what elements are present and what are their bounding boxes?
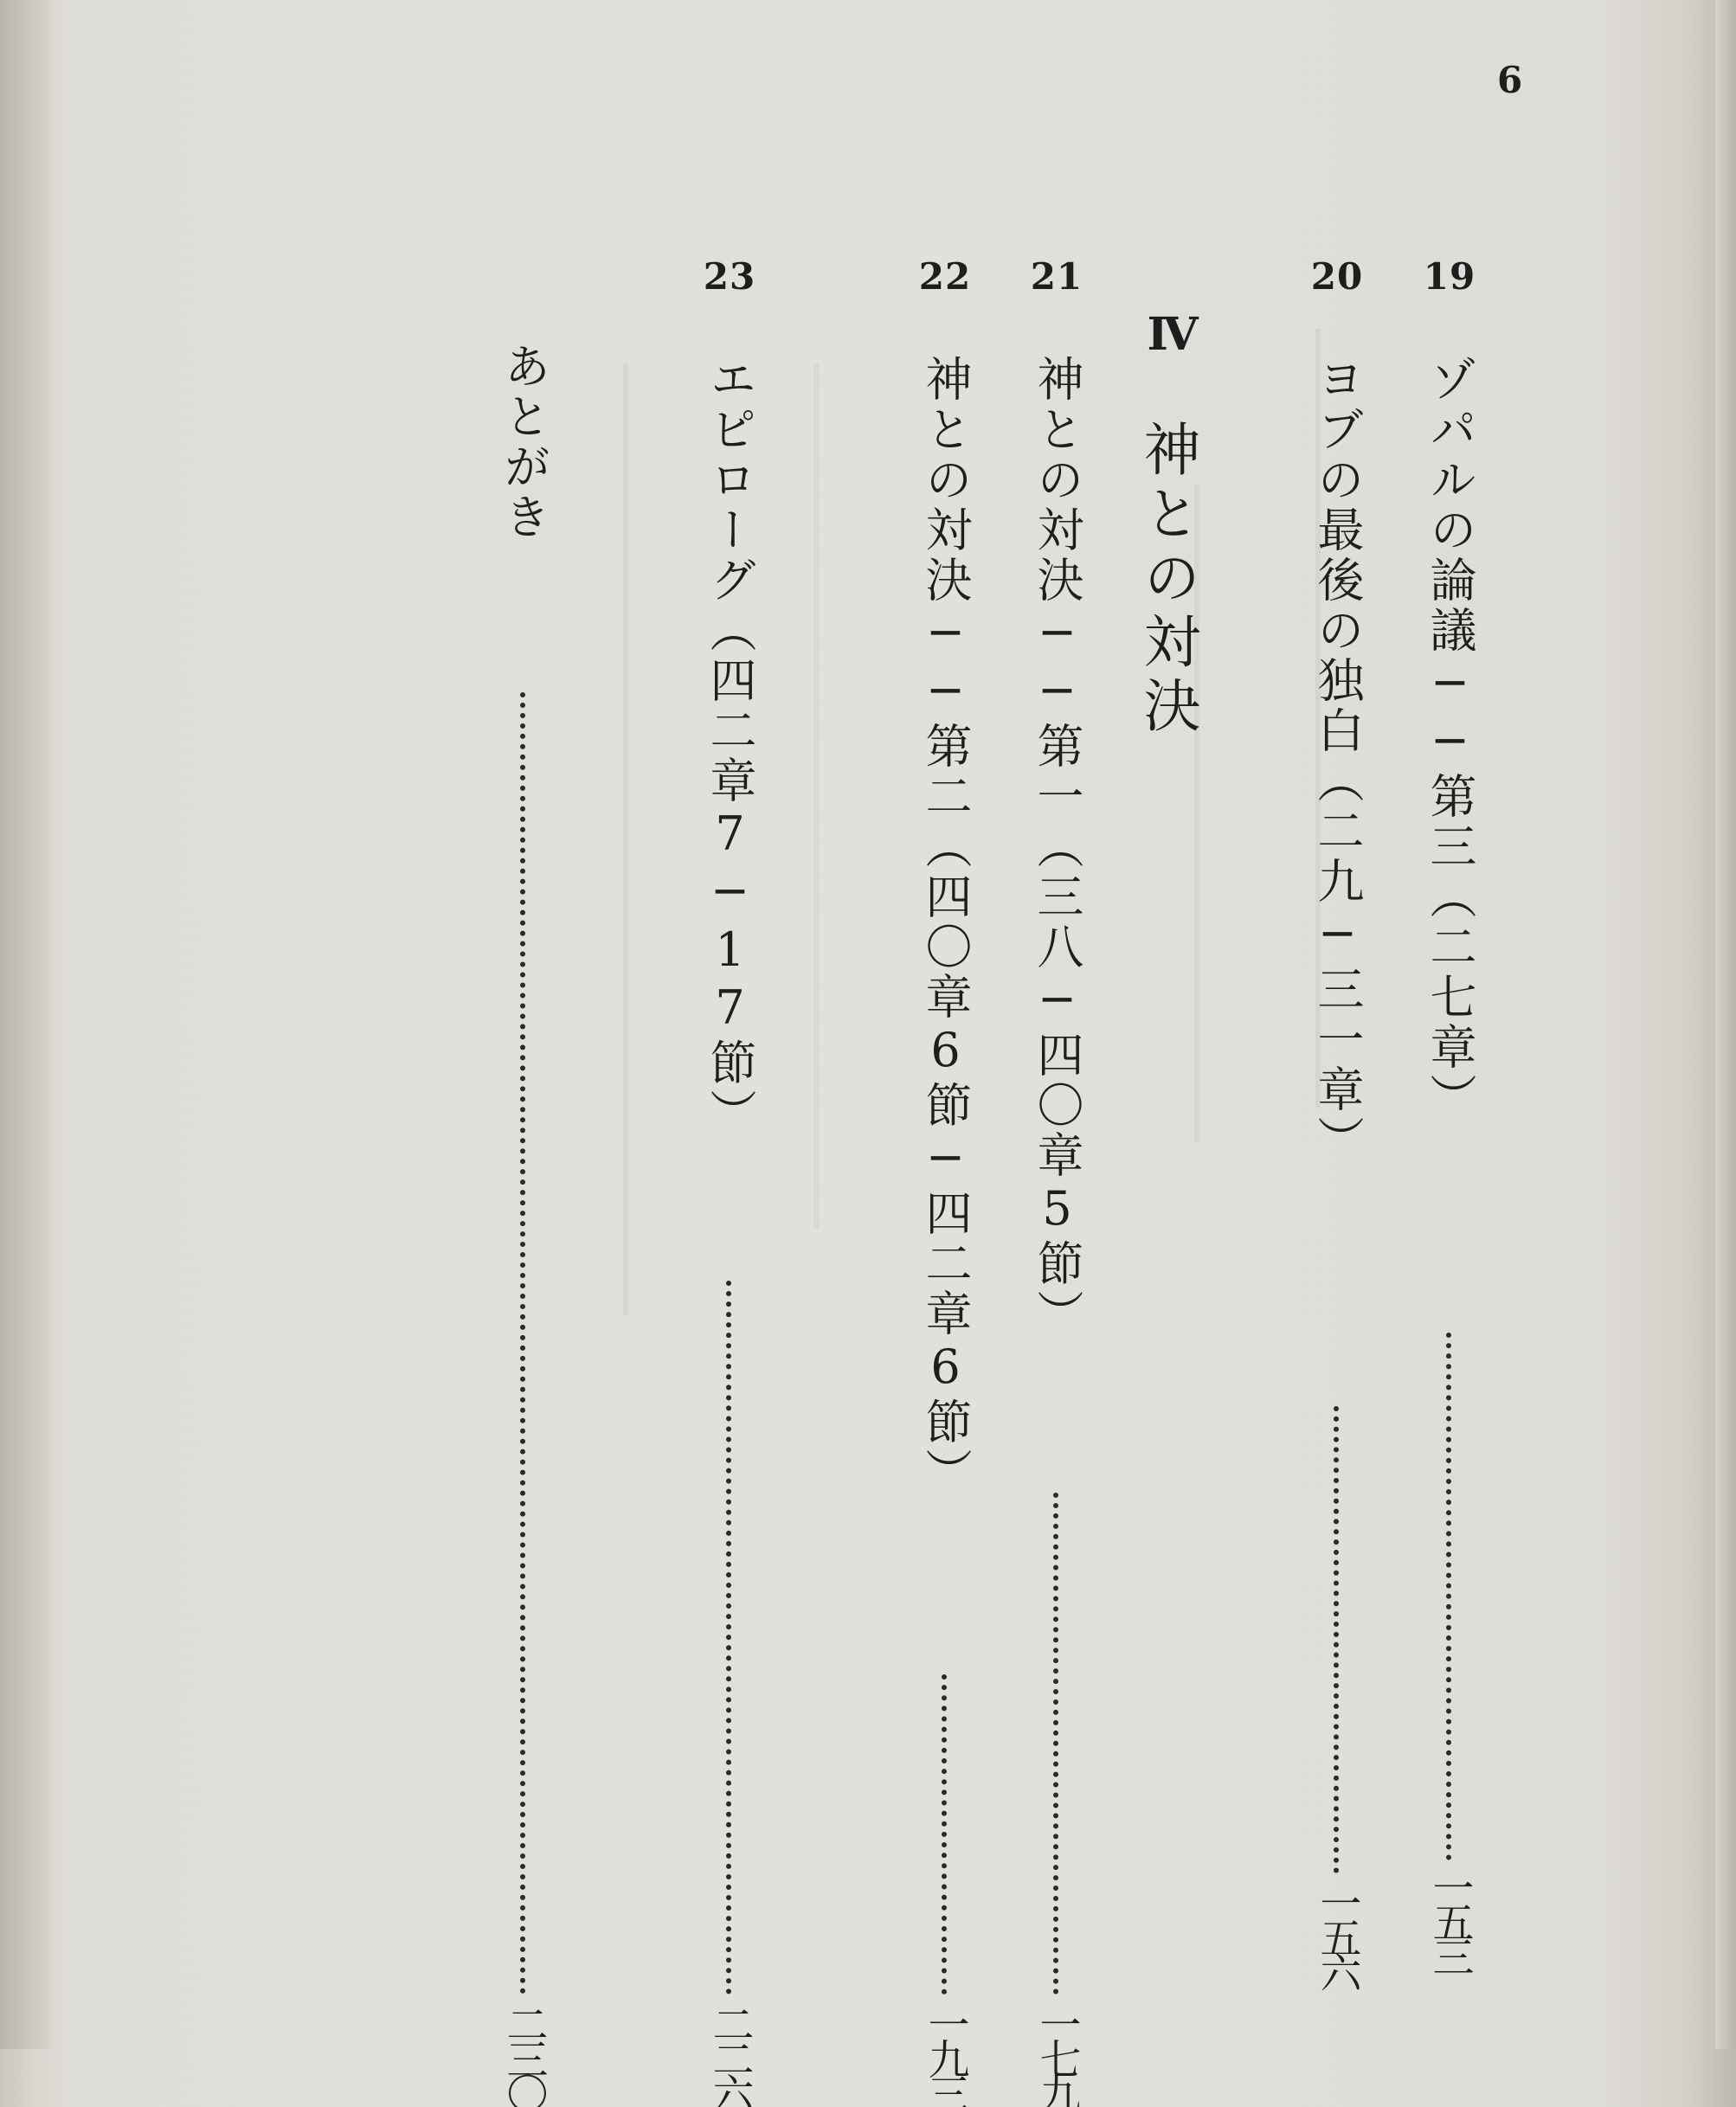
section-title: 神との対決: [1134, 420, 1200, 740]
entry-number: 23: [703, 255, 756, 298]
section-numeral: Ⅳ: [1147, 308, 1199, 361]
entry-title: 神との対決──第二（四〇章6節─四二章6節）: [918, 355, 973, 1498]
leader-dots: [1334, 1406, 1339, 1873]
page-edge-shadow: [1715, 0, 1736, 2049]
entry-title: ヨブの最後の独白（二九─三一章）: [1310, 355, 1365, 1166]
entry-title: 神との対決──第一（三八─四〇章5節）: [1030, 355, 1084, 1339]
leader-dots: [1446, 1333, 1451, 1860]
entry-number: 22: [918, 255, 972, 298]
entry-page: 二三〇: [499, 2003, 548, 2107]
entry-page: 一五三: [1425, 1866, 1474, 1970]
entry-number: 21: [1030, 255, 1083, 298]
bleed-through-mark: [623, 363, 628, 1315]
leader-dots: [520, 692, 525, 1995]
leader-dots: [726, 1281, 731, 1995]
entry-page: 一五六: [1313, 1882, 1361, 1986]
entry-title: ゾパルの論議──第三（二七章）: [1423, 355, 1477, 1123]
bleed-through-mark: [813, 363, 819, 1229]
leader-dots: [942, 1674, 947, 1995]
entry-number: 20: [1310, 255, 1364, 298]
entry-number: 19: [1423, 255, 1476, 298]
entry-page: 一七九: [1032, 2003, 1081, 2107]
page-gutter-shadow: [0, 0, 54, 2049]
page-number: 6: [1497, 59, 1523, 101]
entry-page: 二二六: [705, 2003, 754, 2107]
entry-title: あとがき: [497, 342, 551, 543]
entry-title: エピローグ（四二章7─17節）: [703, 355, 757, 1139]
entry-page: 一九三: [921, 2003, 969, 2107]
leader-dots: [1053, 1493, 1058, 1995]
